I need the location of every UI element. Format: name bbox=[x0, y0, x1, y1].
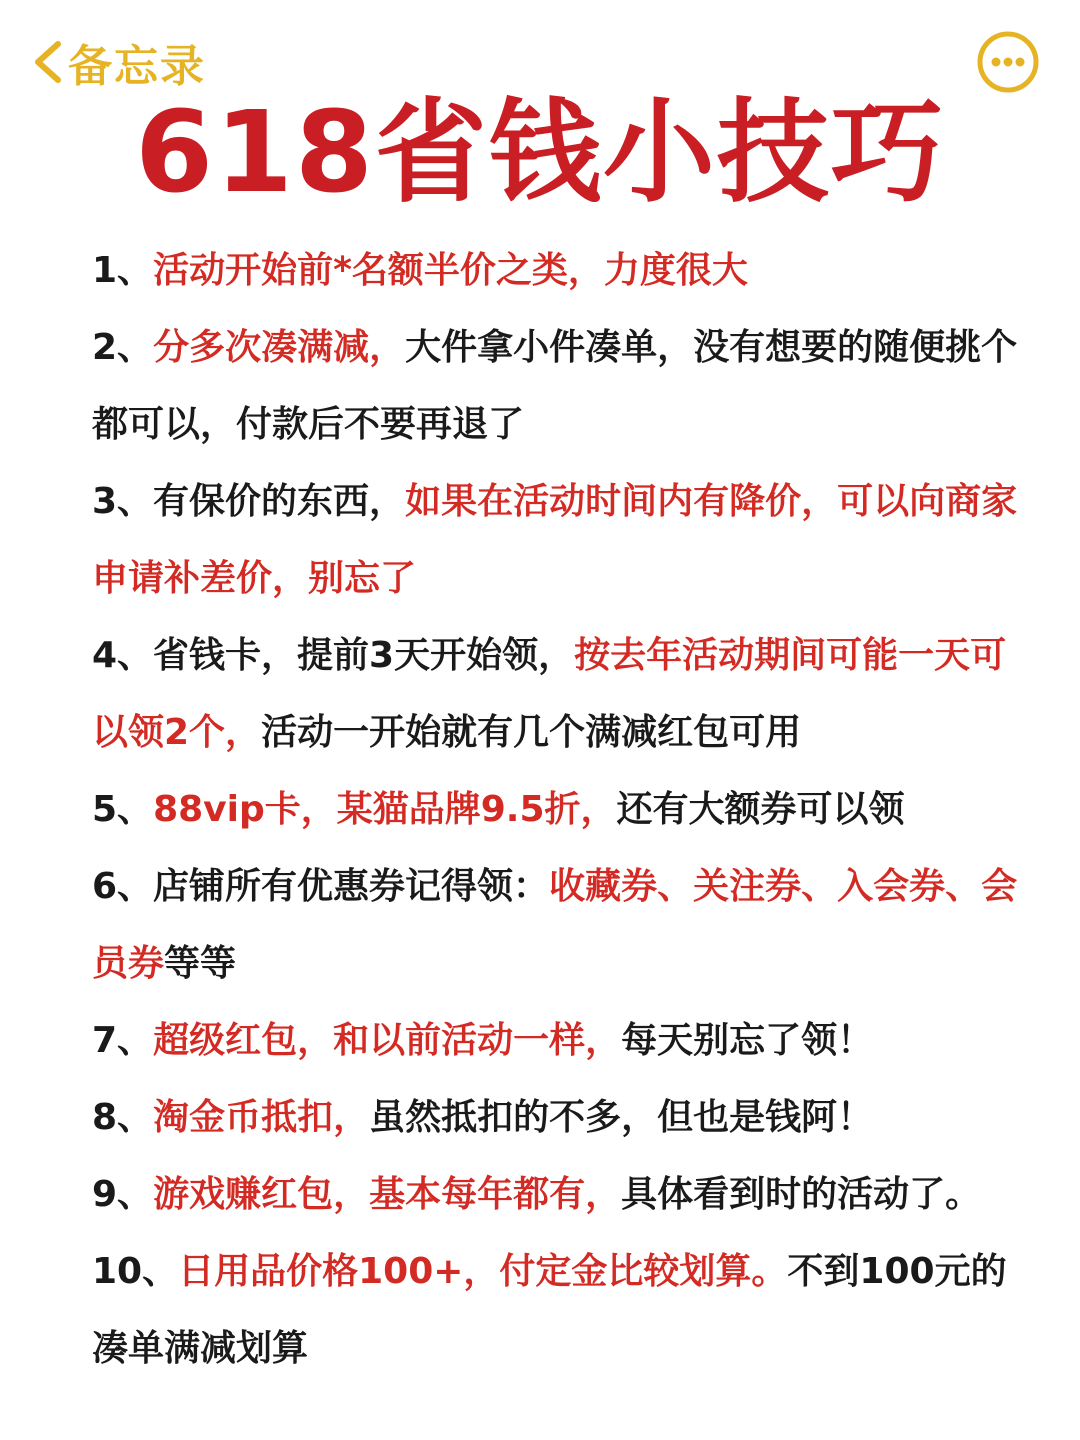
tip-text-segment: 6、店铺所有优惠券记得领： bbox=[92, 866, 550, 907]
tip-text-segment: 收藏券、关注券、入会券、会员券 bbox=[92, 866, 1018, 984]
tip-text-segment: 9、 bbox=[92, 1174, 154, 1215]
tip-text-segment: 还有大额券可以领 bbox=[616, 789, 905, 830]
tip-text-segment: 3、有保价的东西， bbox=[92, 481, 406, 522]
page-title: 618省钱小技巧 bbox=[135, 88, 945, 218]
tip-item-7 bbox=[92, 1002, 1040, 1079]
tip-text-segment: 日用品价格100+，付定金比较划算。 bbox=[178, 1251, 788, 1292]
tip-item-8 bbox=[92, 1079, 1040, 1156]
back-label: 备忘录 bbox=[68, 41, 206, 92]
tip-text-segment: 不到100元的凑单满减划算 bbox=[92, 1251, 1007, 1369]
tip-item-6 bbox=[92, 848, 1040, 1002]
tip-text-segment: 等等 bbox=[164, 943, 237, 984]
tip-item-10 bbox=[92, 1233, 1040, 1387]
tip-item-2 bbox=[92, 309, 1040, 463]
tip-text-segment: 2、 bbox=[92, 327, 154, 368]
tip-text-segment: 虽然抵扣的不多，但也是钱阿！ bbox=[369, 1097, 874, 1138]
tip-item-4 bbox=[92, 617, 1040, 771]
tip-text-segment: 活动一开始就有几个满减红包可用 bbox=[261, 712, 802, 753]
tip-text-segment: 8、 bbox=[92, 1097, 154, 1138]
tip-item-5 bbox=[92, 771, 1040, 848]
tip-text-segment: 1、 bbox=[92, 250, 154, 291]
tip-item-9 bbox=[92, 1156, 1040, 1233]
tips-list bbox=[92, 232, 1040, 1387]
tip-text-segment: 7、 bbox=[92, 1020, 154, 1061]
tip-text-segment: 游戏赚红包，基本每年都有， bbox=[153, 1174, 622, 1215]
tip-text-segment: 活动开始前*名额半价之类，力度很大 bbox=[153, 250, 748, 291]
tip-text-segment: 每天别忘了领！ bbox=[621, 1020, 874, 1061]
tip-text-segment: 超级红包，和以前活动一样， bbox=[153, 1020, 622, 1061]
tip-text-segment: 4、省钱卡，提前3天开始领， bbox=[92, 635, 575, 676]
tip-text-segment: 分多次凑满减， bbox=[153, 327, 406, 368]
tip-text-segment: 5、 bbox=[92, 789, 154, 830]
tip-text-segment: 10、 bbox=[92, 1251, 179, 1292]
tip-text-segment: 淘金币抵扣， bbox=[153, 1097, 370, 1138]
tip-text-segment: 88vip卡，某猫品牌9.5折， bbox=[153, 789, 617, 830]
tip-item-3 bbox=[92, 463, 1040, 617]
tip-text-segment: 大件拿小件凑单，没有想要的随便挑个都可以，付款后不要再退了 bbox=[92, 327, 1018, 445]
tip-text-segment: 具体看到时的活动了。 bbox=[621, 1174, 982, 1215]
tip-text-segment: 按去年活动期间可能一天可以领2个， bbox=[92, 635, 1007, 753]
tip-text-segment: 如果在活动时间内有降价，可以向商家申请补差价，别忘了 bbox=[92, 481, 1018, 599]
tip-item-1 bbox=[92, 232, 1040, 309]
